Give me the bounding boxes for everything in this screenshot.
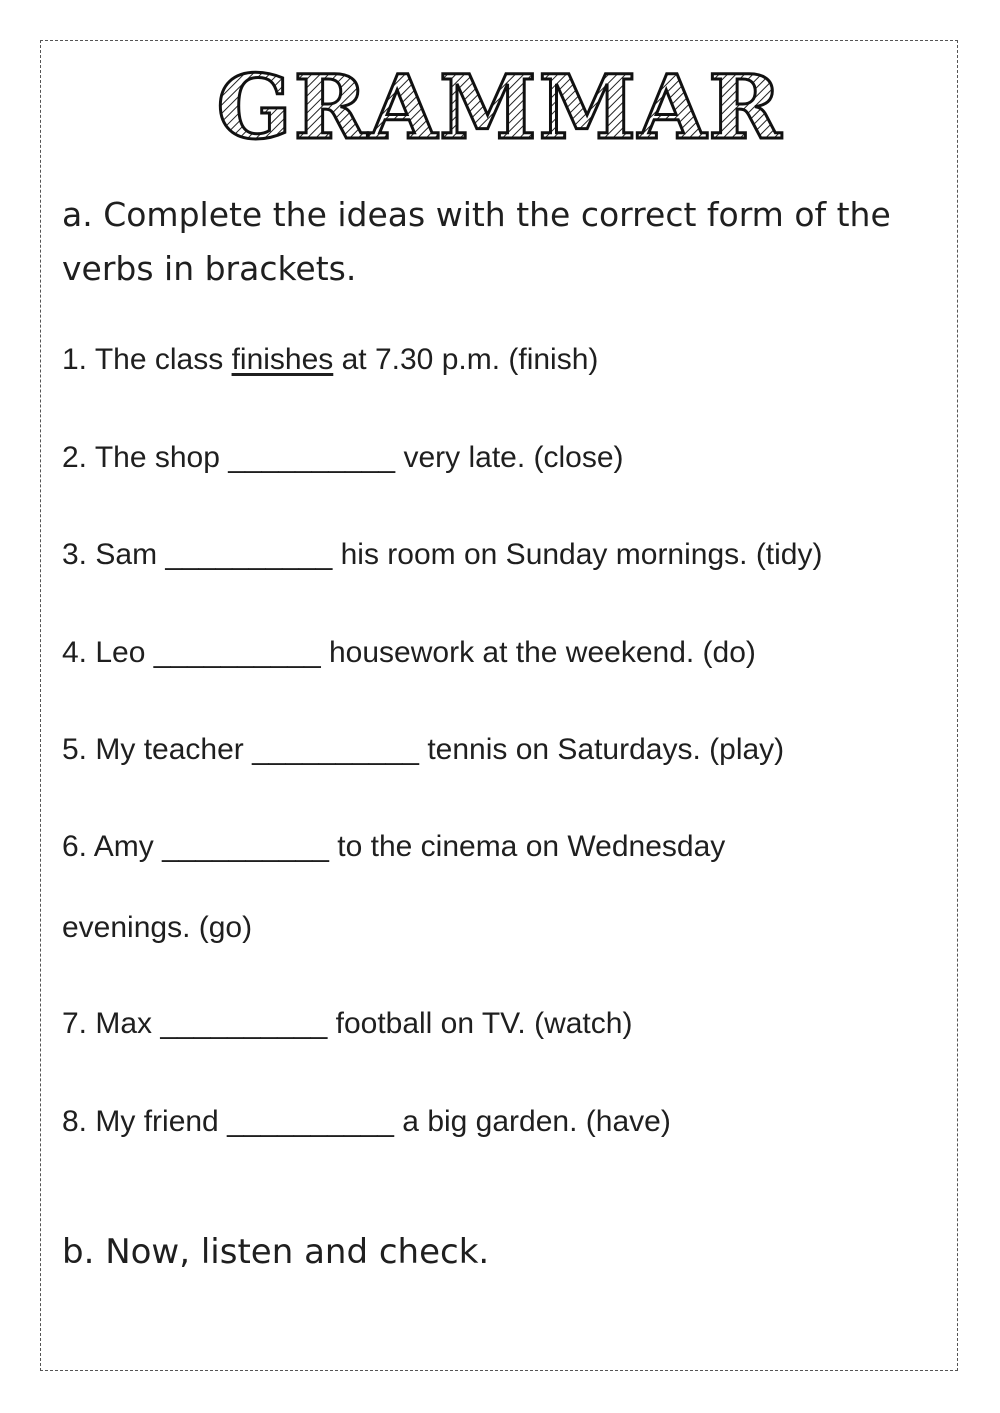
item-number: 7. [62, 1007, 88, 1040]
worksheet-title [0, 58, 1000, 153]
exercise-item-7 [62, 1007, 632, 1041]
exercise-item-5 [62, 733, 784, 767]
answer-blank[interactable]: __________ [162, 830, 329, 863]
answer-blank[interactable]: __________ [153, 636, 321, 669]
exercise-item-4 [62, 636, 756, 670]
item-number: 3. [62, 538, 88, 571]
exercise-item-3 [62, 538, 822, 572]
title-text: GRAMMAR [216, 58, 784, 153]
instruction-a: a. Complete the ideas with the correct form of the verbs in brackets. [62, 195, 891, 288]
example-answer: finishes [231, 343, 334, 376]
item-text-before: My friend [95, 1105, 219, 1138]
item-number: 5. [62, 733, 88, 766]
item-text-before: The class [94, 343, 224, 376]
item-text-before: Leo [95, 636, 146, 669]
answer-blank[interactable]: __________ [160, 1007, 328, 1040]
item-number: 1. [62, 343, 88, 376]
item-text-after: football on TV. (watch) [335, 1007, 633, 1040]
exercise-item-2 [62, 441, 624, 475]
exercise-item-8 [62, 1105, 671, 1139]
item-number: 4. [62, 636, 88, 669]
answer-blank[interactable]: __________ [228, 441, 396, 474]
item-text-before: Max [95, 1007, 153, 1040]
item-text-after: to the cinema on Wednesday [337, 830, 726, 863]
exercise-item-6 [62, 830, 725, 864]
answer-blank[interactable]: __________ [227, 1105, 394, 1138]
exercise-item-1 [62, 343, 598, 377]
item-text-after: a big garden. (have) [402, 1105, 671, 1138]
item-text-before: The shop [94, 441, 220, 474]
answer-blank[interactable]: __________ [252, 733, 419, 766]
title-graphic [200, 58, 800, 153]
item-text-after: at 7.30 p.m. (finish) [341, 343, 599, 376]
item-number: 8. [62, 1105, 88, 1138]
item-text-before: Sam [95, 538, 158, 571]
answer-blank[interactable]: __________ [165, 538, 333, 571]
item-number: 6. [62, 830, 88, 863]
item-text-before: Amy [93, 830, 154, 863]
exercise-item-6-continuation: evenings. (go) [62, 911, 253, 944]
item-text-before: My teacher [95, 733, 244, 766]
item-text-after: his room on Sunday mornings. (tidy) [340, 538, 823, 571]
item-text-after: tennis on Saturdays. (play) [427, 733, 785, 766]
item-text-after: housework at the weekend. (do) [328, 636, 756, 669]
item-text-after: very late. (close) [403, 441, 624, 474]
item-number: 2. [62, 441, 88, 474]
instruction-b: b. Now, listen and check. [62, 1232, 490, 1272]
